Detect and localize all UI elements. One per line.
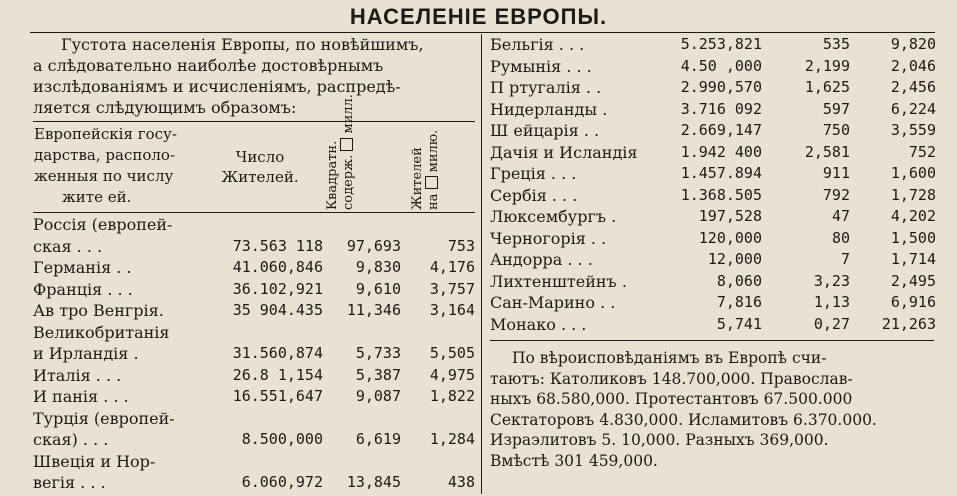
column-divider (481, 34, 482, 494)
leader-dots: . (606, 207, 617, 227)
country-label: Монако (490, 314, 556, 334)
population-value: 8.500,000 (241, 430, 323, 449)
header-bottom-rule (33, 212, 475, 213)
religion-line: По вѣроисповѣданіямъ въ Европѣ счи- (512, 349, 827, 367)
country-name (33, 386, 213, 408)
area-value: 1,625 (804, 78, 850, 97)
table-row (33, 408, 475, 430)
population-value: 8,060 (716, 271, 762, 290)
density-value: 752 (908, 142, 936, 161)
country-label: Великобританія (33, 322, 170, 342)
square-symbol (340, 138, 353, 151)
country-label: Люксембургъ (490, 207, 607, 227)
area-value: 1,13 (813, 293, 850, 312)
density-value: 1,500 (890, 228, 936, 247)
country-name (33, 451, 213, 473)
density-value: 2,046 (890, 56, 936, 75)
population-value: 12,000 (707, 250, 762, 269)
country-label: Турція (европей- (33, 408, 175, 428)
country-label: Россія (европей- (33, 215, 173, 235)
country-name (33, 343, 213, 365)
leader-dots: . (128, 344, 139, 364)
country-name (33, 408, 213, 430)
country-name (33, 322, 213, 344)
density-value: 438 (447, 473, 475, 492)
area-value: 13,845 (346, 473, 401, 492)
table-row (490, 292, 936, 314)
table-row (33, 429, 475, 451)
area-value: 80 (831, 228, 850, 247)
country-label: Ав тро Венгрія (33, 301, 159, 321)
leader-dots: . . (111, 258, 132, 278)
header-states-line: женныя по числу (34, 167, 174, 185)
density-value: 1,600 (890, 164, 936, 183)
area-value: 792 (822, 185, 850, 204)
country-name (33, 365, 213, 387)
intro-line: а слѣдовательно наиболѣе достовѣрнымъ (33, 56, 384, 75)
leader-dots: . . . (546, 185, 578, 205)
area-value: 2,581 (804, 142, 850, 161)
country-label: Швеція и Нор- (33, 451, 156, 471)
country-name (490, 292, 670, 314)
density-value: 1,728 (890, 185, 936, 204)
header-area-line: Квадратн. (325, 140, 340, 210)
header-density-unit: милю. (426, 129, 441, 173)
table-row (33, 451, 475, 473)
population-value (213, 451, 323, 473)
header-area-line (340, 94, 356, 210)
area-value: 2,199 (804, 56, 850, 75)
table-end-rule (490, 340, 934, 341)
country-name (33, 429, 213, 451)
density-value: 1,714 (890, 250, 936, 269)
country-name (490, 56, 670, 78)
density-value (401, 322, 475, 344)
area-value (323, 451, 401, 473)
density-value: 3,164 (429, 301, 475, 320)
density-value: 2,456 (890, 78, 936, 97)
table-row (33, 365, 475, 387)
area-value: 6,619 (355, 430, 401, 449)
header-area (325, 94, 356, 210)
density-value: 4,202 (890, 207, 936, 226)
table-row (33, 472, 475, 494)
header-population-line: Число (235, 148, 285, 166)
density-value: 1,822 (429, 387, 475, 406)
density-value (401, 451, 475, 473)
country-name (490, 271, 670, 293)
table-row (33, 214, 475, 236)
table-row (33, 322, 475, 344)
table-row (490, 185, 936, 207)
header-states-line: жите ей. (62, 188, 132, 206)
leader-dots: . (616, 271, 627, 291)
table-row (490, 228, 936, 250)
leader-dots: . . . (555, 314, 587, 334)
area-value: 9,610 (355, 279, 401, 298)
left-population-table (33, 214, 475, 494)
country-name (33, 300, 213, 322)
area-value: 11,346 (346, 301, 401, 320)
table-row (490, 142, 936, 164)
country-label: П ртугалія (490, 78, 581, 98)
country-name (33, 279, 213, 301)
country-name (33, 257, 213, 279)
population-value: 41.060,846 (232, 258, 323, 277)
intro-line: изслѣдованіямъ и исчисленіямъ, распредѣ- (33, 77, 401, 96)
area-value (323, 214, 401, 236)
country-label: Нидерланды (490, 99, 598, 119)
leader-dots: . . . (90, 365, 122, 385)
country-label: Бельгія (490, 35, 554, 55)
country-name (490, 228, 670, 250)
density-value (401, 214, 475, 236)
area-value: 911 (822, 164, 850, 183)
square-symbol (425, 176, 438, 189)
table-row (33, 236, 475, 258)
country-label: Германія (33, 258, 112, 278)
population-value (213, 214, 323, 236)
density-value: 21,263 (881, 314, 936, 333)
table-row (490, 271, 936, 293)
country-label: Дачія и Исландія (490, 142, 638, 162)
area-value: 7 (840, 250, 850, 269)
country-label: и Ирландія (33, 344, 129, 364)
area-value: 597 (822, 99, 850, 118)
table-row (490, 120, 936, 142)
country-name (490, 206, 670, 228)
country-label: Лихтенштейнъ (490, 271, 617, 291)
population-value: 5.253,821 (680, 35, 762, 54)
header-top-rule (33, 121, 475, 122)
table-row (33, 279, 475, 301)
table-row (490, 34, 936, 56)
area-value: 535 (822, 35, 850, 54)
table-row (490, 314, 936, 336)
density-value: 6,916 (890, 293, 936, 312)
country-name (490, 185, 670, 207)
country-name (490, 99, 670, 121)
country-label: Греція (490, 164, 546, 184)
intro-line: Густота населенія Европы, по новѣйшимъ, (61, 35, 424, 54)
leader-dots: . . (585, 228, 607, 248)
population-value: 36.102,921 (232, 279, 323, 298)
population-value: 6.060,972 (241, 473, 323, 492)
leader-dots: . . (580, 78, 602, 98)
country-name (33, 472, 213, 494)
header-area-text: содерж. (341, 154, 356, 210)
country-name (490, 120, 670, 142)
header-density-text: на (426, 193, 441, 210)
header-population-line: Жителей. (221, 168, 299, 186)
population-value: 3.716 092 (680, 99, 762, 118)
leader-dots: . . . (98, 387, 129, 407)
country-label: Румынія (490, 56, 562, 76)
country-label: ская) (33, 430, 78, 450)
density-value: 2,495 (890, 271, 936, 290)
table-row (490, 77, 936, 99)
leader-dots: . . . (553, 35, 585, 55)
leader-dots: . . . (545, 164, 577, 184)
population-value: 120,000 (698, 228, 762, 247)
density-value: 3,757 (429, 279, 475, 298)
header-density-line (425, 130, 441, 210)
area-value: 9,087 (355, 387, 401, 406)
country-name (490, 34, 670, 56)
population-value: 5,741 (716, 314, 762, 333)
header-states-line: Европейскія госу- (34, 125, 177, 143)
table-row (490, 163, 936, 185)
country-label: Франція (33, 279, 103, 299)
header-area-unit: милл. (341, 94, 356, 134)
right-population-table (490, 34, 936, 335)
country-label: Черногорія (490, 228, 586, 248)
page-title: НАСЕЛЕНIЕ ЕВРОПЫ. (349, 4, 608, 29)
leader-dots: . . . (562, 250, 593, 270)
population-value: 2.669,147 (680, 121, 762, 140)
country-label: ская (33, 236, 72, 256)
area-value: 0,27 (813, 314, 850, 333)
population-value: 4.50 ,000 (680, 56, 762, 75)
population-value: 35 904.435 (232, 301, 323, 320)
country-label: Андорра (490, 250, 563, 270)
table-row (490, 99, 936, 121)
religion-paragraph (490, 348, 934, 471)
density-value (401, 408, 475, 430)
area-value: 5,387 (355, 365, 401, 384)
leader-dots: . . (594, 293, 616, 313)
density-value: 4,176 (429, 258, 475, 277)
religion-line: ныхъ 68.580,000. Протестантовъ 67.500.000 (490, 390, 853, 408)
country-name (490, 249, 670, 271)
country-name (490, 163, 670, 185)
religion-line: таютъ: Католиковъ 148.700,000. Православ- (490, 369, 853, 388)
population-value: 26.8 1,154 (232, 365, 323, 384)
density-value: 6,224 (890, 99, 936, 118)
area-value: 97,693 (346, 236, 401, 255)
intro-line: ляется слѣдующимъ образомъ: (33, 98, 297, 117)
country-name (33, 214, 213, 236)
density-value: 753 (447, 236, 475, 255)
population-value: 73.563 118 (232, 236, 323, 255)
leader-dots: . . . (102, 279, 133, 299)
area-value (323, 322, 401, 344)
country-label: И панія (33, 387, 99, 407)
country-name (490, 314, 670, 336)
density-value: 5,505 (429, 344, 475, 363)
area-value: 750 (822, 121, 850, 140)
table-row (33, 257, 475, 279)
area-value: 5,733 (355, 344, 401, 363)
leader-dots: . (158, 301, 164, 321)
density-value: 9,820 (890, 35, 936, 54)
header-density (410, 130, 441, 210)
leader-dots: . . . (77, 430, 109, 450)
population-value: 16.551,647 (232, 387, 323, 406)
table-row (490, 56, 936, 78)
header-density-line: Жителей (410, 147, 425, 210)
population-value (213, 322, 323, 344)
religion-line: Сектаторовъ 4.830,000. Исламитовъ 6.370.000. (490, 410, 877, 429)
header-states (34, 124, 204, 208)
population-value: 2.990,570 (680, 78, 762, 97)
population-value: 197,528 (698, 207, 762, 226)
country-name (33, 236, 213, 258)
population-value (213, 408, 323, 430)
area-value (323, 408, 401, 430)
country-name (490, 77, 670, 99)
country-label: Сан-Марино (490, 293, 595, 313)
country-name (490, 142, 670, 164)
country-label: Сербія (490, 185, 547, 205)
population-value: 1.457.894 (680, 164, 762, 183)
leader-dots: . . (578, 121, 600, 141)
area-value: 47 (831, 207, 850, 226)
country-label: Ш ейцарія (490, 121, 579, 141)
table-row (490, 249, 936, 271)
intro-paragraph (33, 34, 475, 118)
religion-line: Израэлитовъ 5. 10,000. Разныхъ 369,000. (490, 431, 829, 449)
table-row (33, 343, 475, 365)
population-value: 1.368.505 (680, 185, 762, 204)
table-row (33, 300, 475, 322)
country-label: Италія (33, 365, 91, 385)
header-population (210, 147, 310, 187)
table-row (490, 206, 936, 228)
header-states-line: дарства, располо- (34, 146, 176, 164)
leader-dots: . . . (561, 56, 592, 76)
population-value: 31.560,874 (232, 344, 323, 363)
density-value: 3,559 (890, 121, 936, 140)
religion-line: Вмѣстѣ 301 459,000. (490, 451, 658, 470)
table-row (33, 386, 475, 408)
area-value: 3,23 (813, 271, 850, 290)
leader-dots: . (597, 99, 608, 119)
density-value: 4,975 (429, 365, 475, 384)
title-rule (30, 32, 935, 33)
population-value: 1.942 400 (680, 142, 762, 161)
country-label: вегія (33, 473, 76, 493)
leader-dots: . . . (71, 236, 103, 256)
density-value: 1,284 (429, 430, 475, 449)
area-value: 9,830 (355, 258, 401, 277)
leader-dots: . . . (75, 473, 106, 493)
population-value: 7,816 (716, 293, 762, 312)
